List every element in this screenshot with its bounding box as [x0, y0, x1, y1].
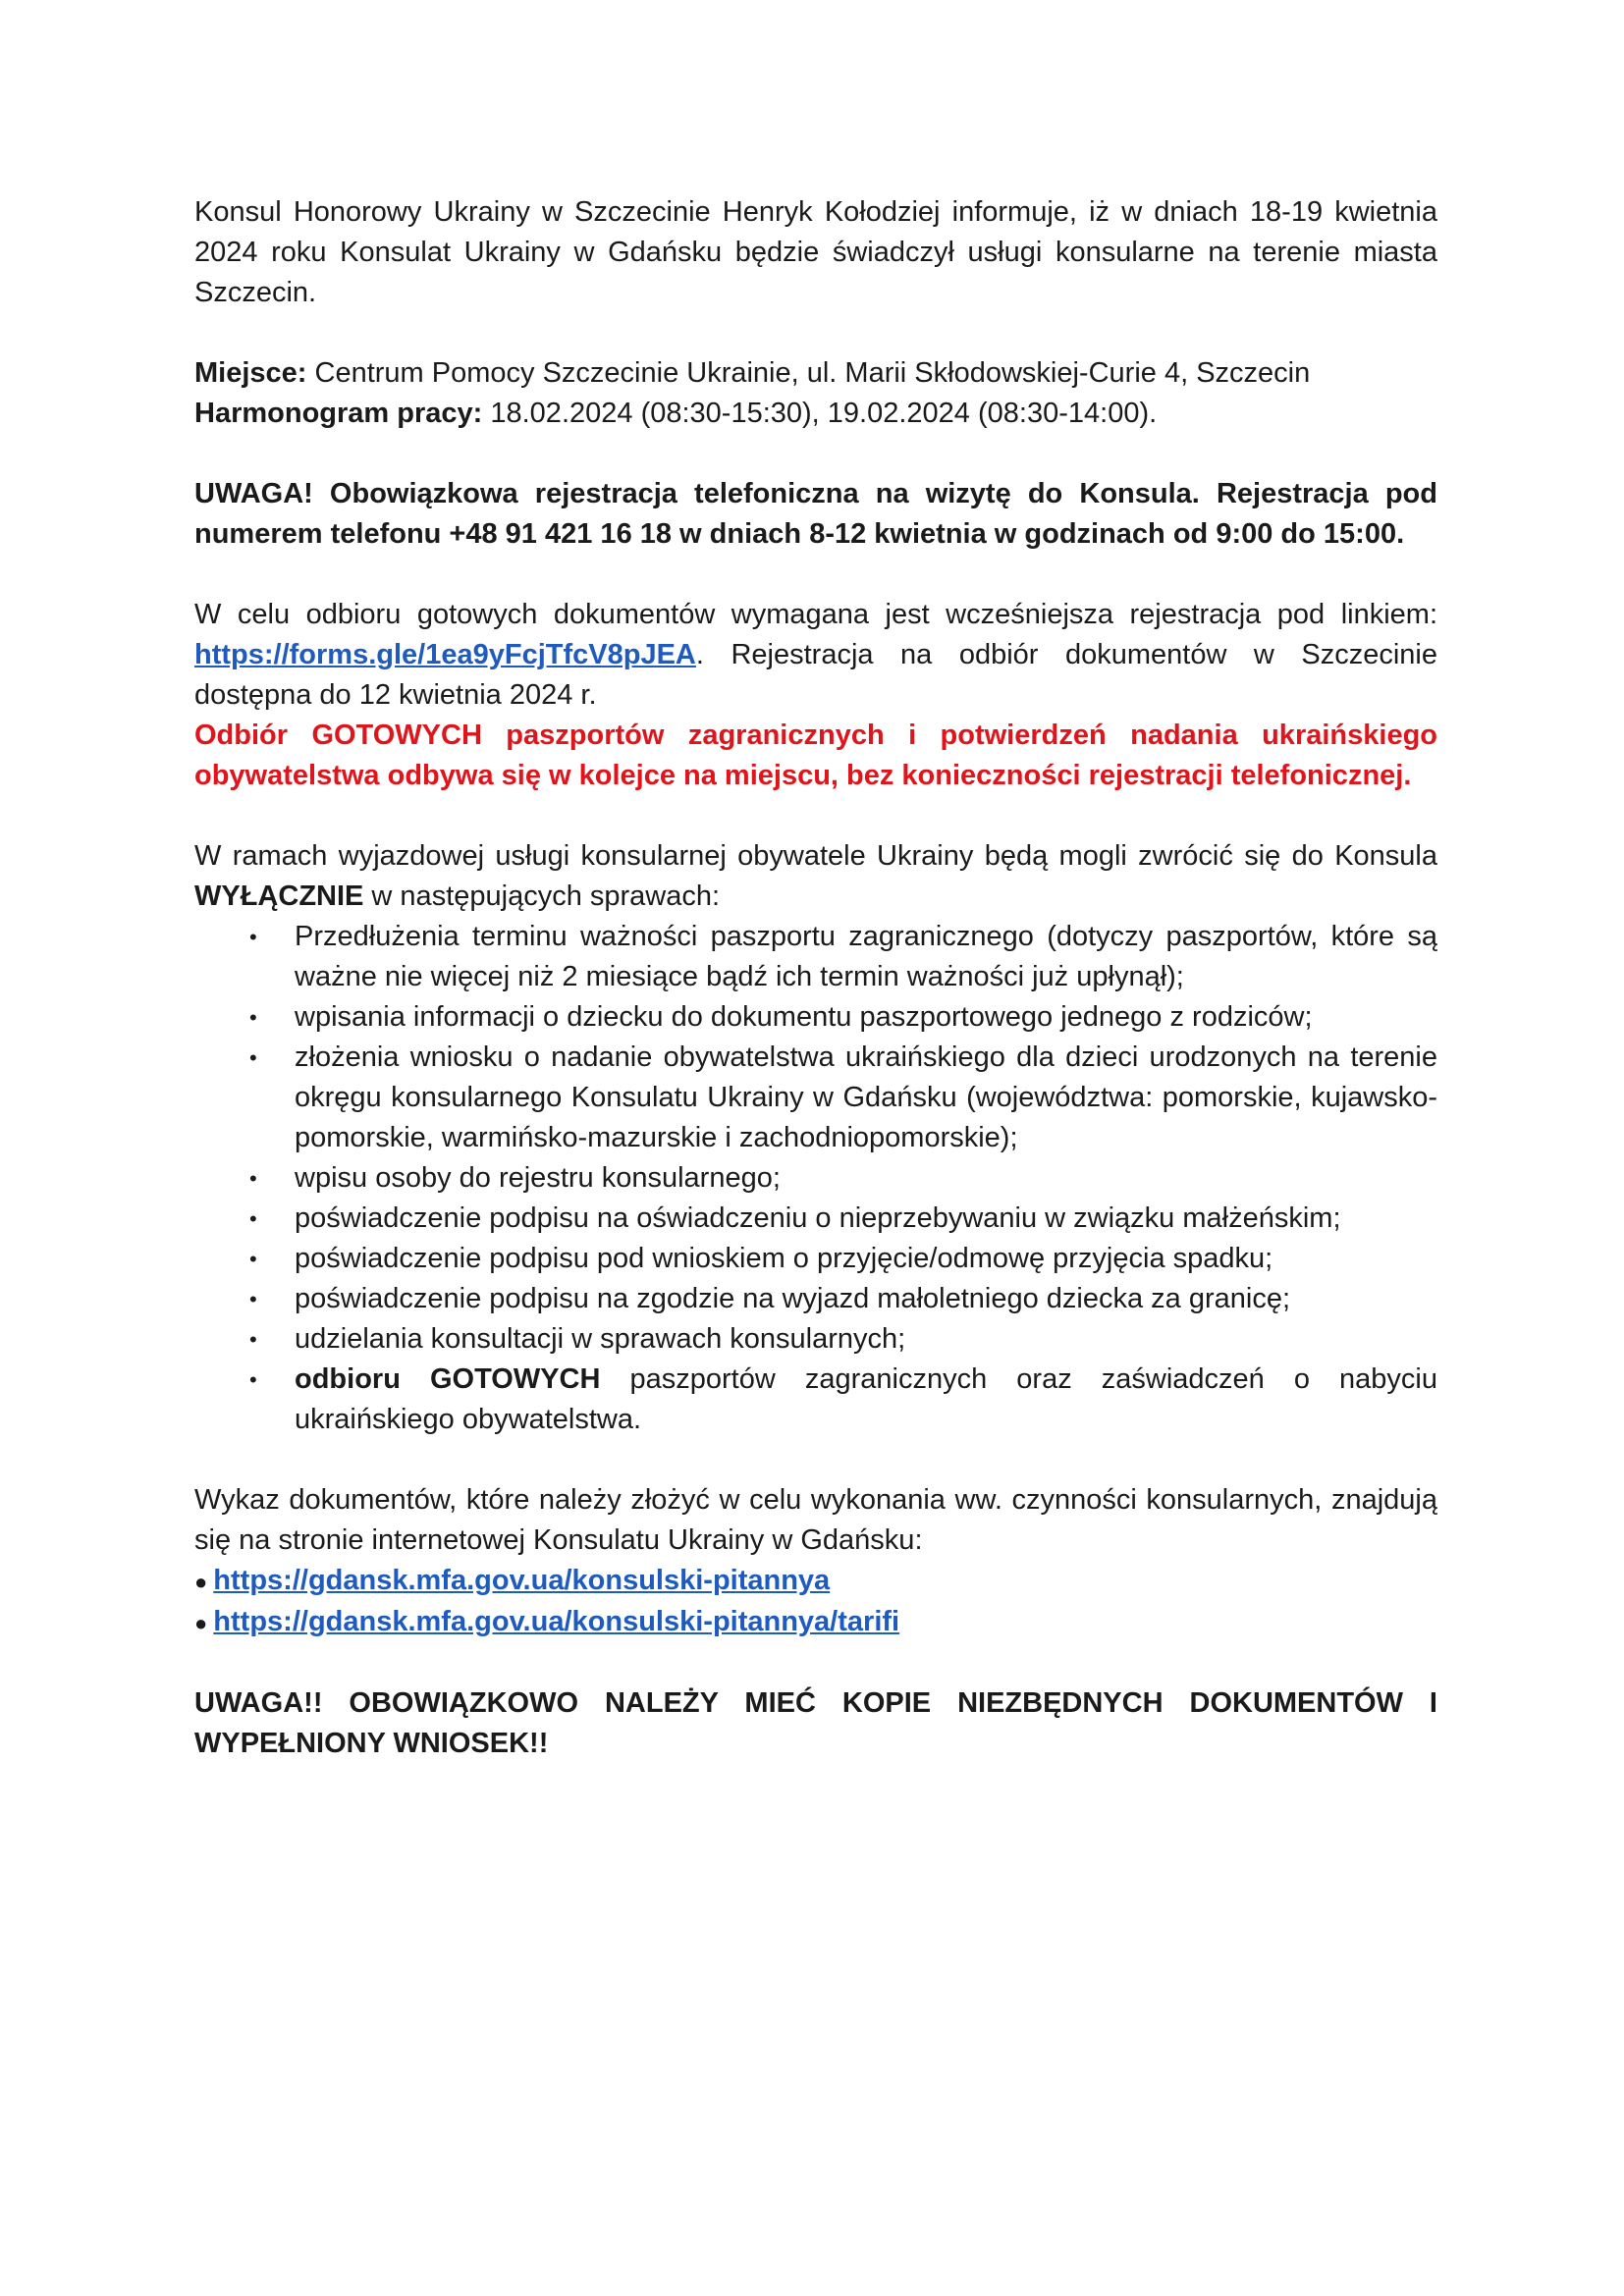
spacer: [194, 555, 1437, 595]
list-item: [194, 1279, 1437, 1319]
bullet-icon: •: [249, 1247, 257, 1271]
bullet-icon: •: [249, 1367, 257, 1392]
bullet-icon: •: [249, 1206, 257, 1231]
list-item-text: poświadczenie podpisu na oświadczeniu o nieprzebywaniu w związku małżeńskim;: [295, 1202, 1341, 1234]
list-item: [194, 917, 1437, 997]
list-item-last: [194, 1360, 1437, 1440]
bullet-icon: •: [249, 1327, 257, 1352]
spacer: [194, 434, 1437, 474]
place-label: Miejsce:: [194, 357, 307, 389]
consulate-link[interactable]: https://gdansk.mfa.gov.ua/konsulski-pitannya: [213, 1565, 831, 1596]
bullet-icon: ●: [194, 1570, 208, 1594]
services-list: [194, 917, 1437, 1440]
schedule-value: 18.02.2024 (08:30-15:30), 19.02.2024 (08:30-14:00).: [482, 398, 1158, 429]
list-item-text: paszportów zagranicznych oraz zaświadczeń o nabyciu ukraińskiego obywatelstwa.: [295, 1363, 1437, 1435]
services-intro-before: W ramach wyjazdowej usługi konsularnej obywatele Ukrainy będą mogli zwrócić się do Konsula: [194, 840, 1437, 872]
documents-link-line: [194, 1561, 1437, 1602]
final-warning: UWAGA!! OBOWIĄZKOWO NALEŻY MIEĆ KOPIE NIEZBĘDNYCH DOKUMENTÓW I WYPEŁNIONY WNIOSEK!!: [194, 1687, 1437, 1759]
pickup-red-note: Odbiór GOTOWYCH paszportów zagranicznych i potwierdzeń nadania ukraińskiego obywatelstwa odbywa się w kolejce na miejscu, bez konieczności rejestracji telefonicznej.: [194, 720, 1437, 791]
list-item: [194, 1319, 1437, 1360]
list-item-text: Przedłużenia terminu ważności paszportu zagranicznego (dotyczy paszportów, które są ważne nie więcej niż 2 miesiące bądź ich termin ważności już upłynął);: [295, 921, 1437, 992]
document-page: [194, 192, 1437, 1764]
place-line: [194, 353, 1437, 394]
pickup-text-after: . Rejestracja na odbiór dokumentów w Szczecinie dostępna do 12 kwietnia 2024 r.: [194, 639, 1437, 711]
pickup-text-before: W celu odbioru gotowych dokumentów wymagana jest wcześniejsza rejestracja pod linkiem:: [194, 599, 1437, 630]
list-item: [194, 997, 1437, 1038]
spacer: [194, 1440, 1437, 1480]
spacer: [194, 1643, 1437, 1683]
registration-warning: UWAGA! Obowiązkowa rejestracja telefoniczna na wizytę do Konsula. Rejestracja pod numerem telefonu +48 91 421 16 18 w dniach 8-12 kwietnia w godzinach od 9:00 do 15:00.: [194, 478, 1437, 550]
bullet-icon: •: [249, 1005, 257, 1030]
pickup-registration-link[interactable]: https://forms.gle/1ea9yFcjTfcV8pJEA: [194, 639, 696, 670]
bullet-icon: •: [249, 925, 257, 949]
bullet-icon: •: [249, 1166, 257, 1191]
bullet-icon: •: [249, 1287, 257, 1311]
schedule-line: [194, 394, 1437, 434]
services-intro-bold: WYŁĄCZNIE: [194, 881, 364, 912]
tariffs-link[interactable]: https://gdansk.mfa.gov.ua/konsulski-pitannya/tarifi: [213, 1606, 900, 1637]
services-intro: [194, 836, 1437, 917]
list-item: [194, 1158, 1437, 1199]
bullet-icon: ●: [194, 1611, 208, 1635]
pickup-paragraph: [194, 595, 1437, 716]
list-item: [194, 1038, 1437, 1158]
list-item-text: wpisania informacji o dziecku do dokumentu paszportowego jednego z rodziców;: [295, 1001, 1313, 1033]
list-item: [194, 1199, 1437, 1239]
place-value: Centrum Pomocy Szczecinie Ukrainie, ul. Marii Skłodowskiej-Curie 4, Szczecin: [306, 357, 1311, 389]
documents-intro: Wykaz dokumentów, które należy złożyć w celu wykonania ww. czynności konsularnych, znajdują się na stronie internetowej Konsulatu Ukrainy w Gdańsku:: [194, 1484, 1437, 1556]
services-intro-after: w następujących sprawach:: [363, 881, 721, 912]
spacer: [194, 796, 1437, 836]
bullet-icon: •: [249, 1045, 257, 1070]
schedule-label: Harmonogram pracy:: [194, 398, 483, 429]
list-item-bold: odbioru GOTOWYCH: [295, 1363, 601, 1395]
list-item-text: wpisu osoby do rejestru konsularnego;: [295, 1162, 781, 1194]
list-item-text: udzielania konsultacji w sprawach konsularnych;: [295, 1323, 906, 1355]
list-item-text: poświadczenie podpisu pod wnioskiem o przyjęcie/odmowę przyjęcia spadku;: [295, 1243, 1273, 1274]
documents-link-line: [194, 1602, 1437, 1643]
spacer: [194, 313, 1437, 353]
intro-paragraph: Konsul Honorowy Ukrainy w Szczecinie Henryk Kołodziej informuje, iż w dniach 18-19 kwietnia 2024 roku Konsulat Ukrainy w Gdańsku będzie świadczył usługi konsularne na terenie miasta Szczecin.: [194, 196, 1437, 308]
list-item: [194, 1239, 1437, 1279]
list-item-text: złożenia wniosku o nadanie obywatelstwa ukraińskiego dla dzieci urodzonych na terenie okręgu konsularnego Konsulatu Ukrainy w Gdańsku (województwa: pomorskie, kujawsko-pomorskie, warmińsko-mazurskie i zachodniopomorskie);: [295, 1041, 1437, 1153]
list-item-text: poświadczenie podpisu na zgodzie na wyjazd małoletniego dziecka za granicę;: [295, 1283, 1291, 1314]
